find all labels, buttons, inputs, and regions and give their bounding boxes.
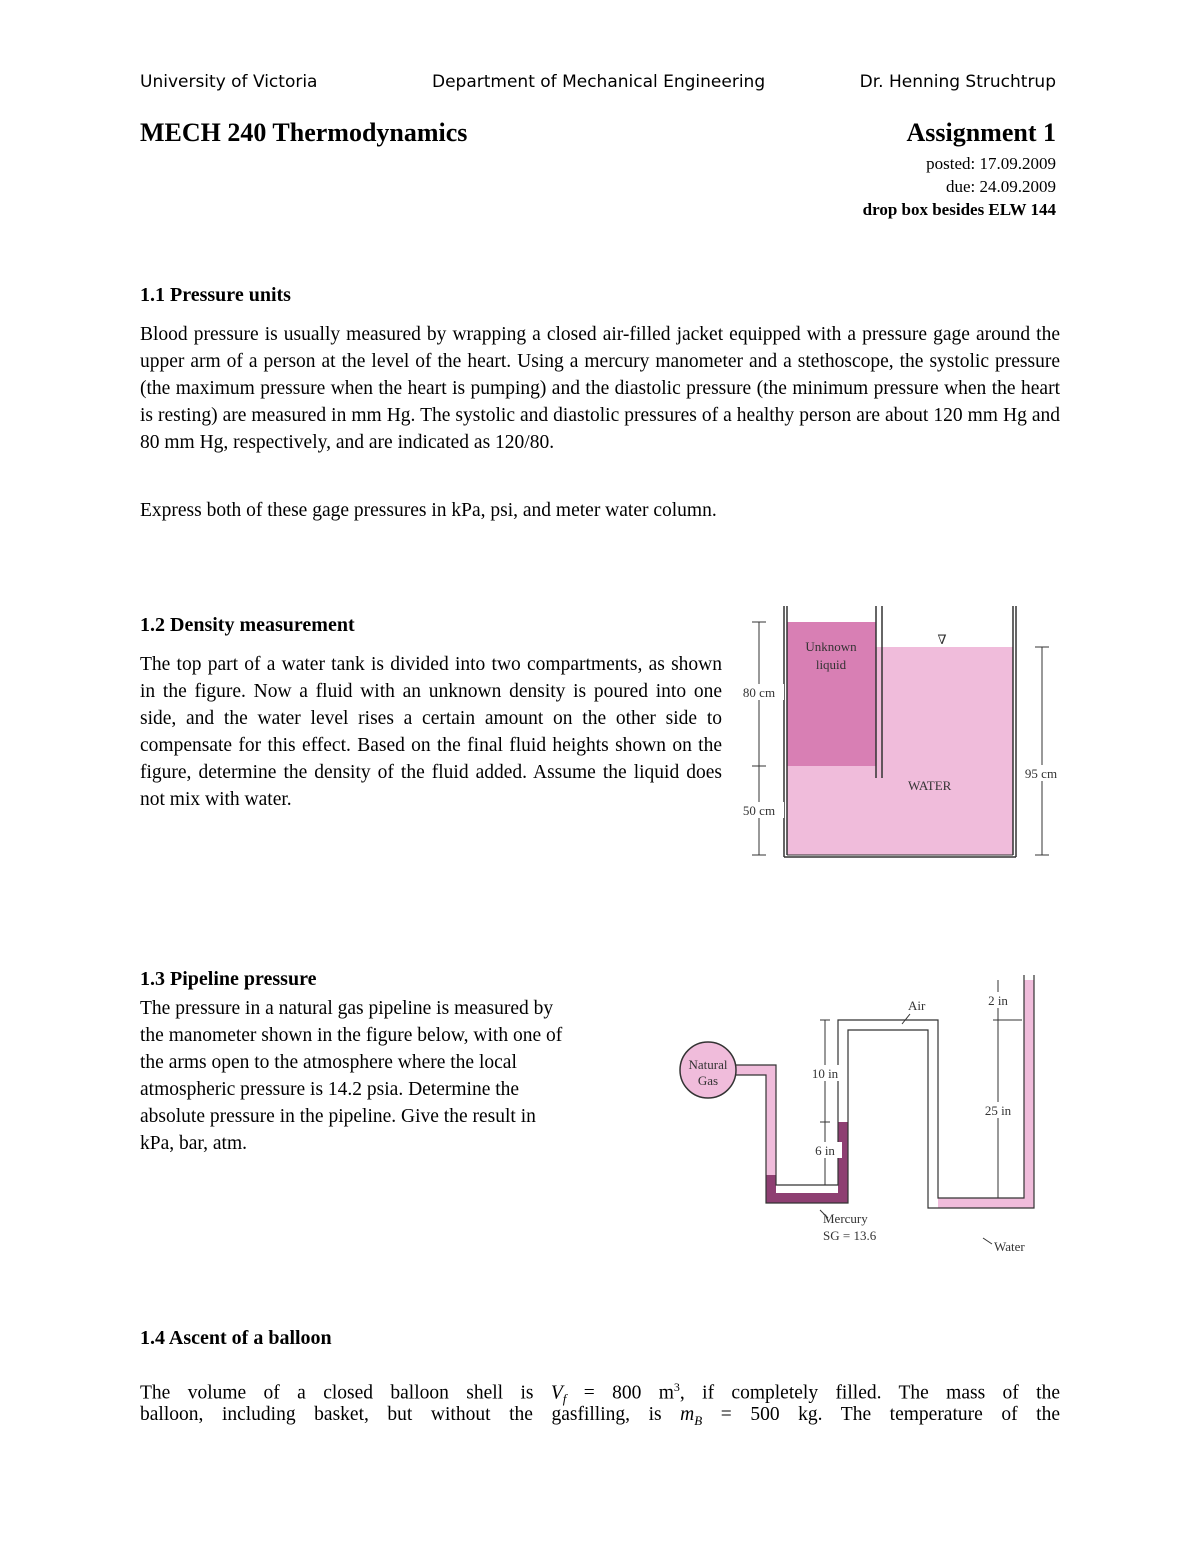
mass-subscript: B xyxy=(694,1412,703,1428)
tube-outer-wall xyxy=(736,975,1034,1208)
air-label: Air xyxy=(908,998,926,1013)
section-1-4-text: balloon, including basket, but without the gasfilling, is xyxy=(140,1404,681,1425)
dim-2in-label: 2 in xyxy=(988,993,1008,1008)
section-1-1-task: Express both of these gage pressures in kPa, psi, and meter water column. xyxy=(140,500,717,521)
water-label: Water xyxy=(994,1239,1025,1254)
dim-10in-label: 10 in xyxy=(811,1066,839,1081)
section-1-3-line: absolute pressure in the pipeline. Give the result in xyxy=(140,1106,536,1127)
assignment-title: Assignment 1 xyxy=(906,118,1056,147)
due-date: due: 24.09.2009 xyxy=(945,177,1056,196)
section-1-3-heading: 1.3 Pipeline pressure xyxy=(140,968,317,990)
dim-6in-label: 6 in xyxy=(815,1143,835,1158)
volume-symbol: V xyxy=(550,1382,563,1404)
water-right-arm-fill xyxy=(1024,980,1034,1208)
unknown-liquid-label-line2: liquid xyxy=(815,657,847,672)
mercury-right-fill xyxy=(838,1122,848,1203)
section-1-4-text: The volume of a closed balloon shell is xyxy=(140,1382,551,1404)
mass-symbol: m xyxy=(680,1404,695,1425)
header-department: Department of Mechanical Engineering xyxy=(432,72,766,92)
dim-80-label: 80 cm xyxy=(742,685,776,700)
header-university: University of Victoria xyxy=(140,72,318,92)
dropbox-location: drop box besides ELW 144 xyxy=(862,200,1056,219)
section-1-1-heading: 1.1 Pressure units xyxy=(140,284,291,306)
water-bottom-fill xyxy=(938,1198,1034,1208)
dim-50-label: 50 cm xyxy=(742,803,776,818)
section-1-2-heading: 1.2 Density measurement xyxy=(140,614,355,636)
section-1-4-heading: 1.4 Ascent of a balloon xyxy=(140,1327,332,1349)
section-1-3-line: atmospheric pressure is 14.2 psia. Determine the xyxy=(140,1079,520,1100)
water-label: WATER xyxy=(908,778,952,793)
section-1-3-line: The pressure in a natural gas pipeline is measured by xyxy=(140,998,554,1019)
left-arm-fill xyxy=(766,1065,776,1175)
manometer-figure xyxy=(670,970,1050,1260)
course-title: MECH 240 Thermodynamics xyxy=(140,118,468,147)
mercury-label-line2: SG = 13.6 xyxy=(823,1228,877,1243)
section-1-3-line: the manometer shown in the figure below, with one of xyxy=(140,1025,563,1046)
section-1-3-line: kPa, bar, atm. xyxy=(140,1133,247,1154)
divider-gap xyxy=(876,622,882,647)
section-1-4-text: = 500 kg. The temperature of the xyxy=(702,1404,1060,1425)
section-1-3-line: the arms open to the atmosphere where the local xyxy=(140,1052,517,1073)
tube-inner-wall xyxy=(736,975,1024,1198)
posted-date: posted: 17.09.2009 xyxy=(926,154,1056,173)
mercury-bottom-fill xyxy=(766,1193,848,1203)
density-tank-figure xyxy=(730,600,1070,870)
header-instructor: Dr. Henning Struchtrup xyxy=(859,72,1056,92)
section-1-1-body: Blood pressure is usually measured by wrapping a closed air-filled jacket equipped with a pressure gage around the upper arm of a person at the level of the heart. Using a mercury manometer and a stethoscope, the systolic pressure (the maximum pressure when the heart is pumping) and the diastolic pressure (the minimum pressure when the heart is resting) are measured in mm Hg. The systolic and diastolic pressures of a healthy person are about 120 mm Hg and 80 mm Hg, respectively, and are indicated as 120/80. xyxy=(140,324,1060,453)
water-leader xyxy=(983,1238,992,1244)
natural-gas-label-line2: Gas xyxy=(697,1073,719,1088)
section-1-4-text: = 800 m xyxy=(566,1382,674,1404)
section-1-4-text: , if completely filled. The mass of the xyxy=(679,1382,1060,1404)
section-1-4-line2 xyxy=(140,1401,1060,1434)
air-leader xyxy=(902,1014,910,1024)
dim-25in-label: 25 in xyxy=(984,1103,1012,1118)
manometer-fills xyxy=(736,980,1034,1208)
volume-subscript: f xyxy=(562,1391,567,1407)
free-surface-symbol: ∇ xyxy=(937,632,947,647)
section-1-3-body xyxy=(140,995,660,1157)
section-1-2-body: The top part of a water tank is divided into two compartments, as shown in the figure. Now a fluid with an unknown density is poured into one side, and the water level rises a certain amount on the other side to compensate for this effect. Based on the final fluid heights shown on the figure, determine the density of the fluid added. Assume the liquid does not mix with water. xyxy=(140,654,722,810)
natural-gas-label-line1: Natural xyxy=(688,1057,728,1072)
tube-outline xyxy=(736,975,1034,1208)
unknown-liquid-label-line1: Unknown xyxy=(805,639,857,654)
dim-95-label: 95 cm xyxy=(1024,766,1058,781)
mercury-label-line1: Mercury xyxy=(823,1211,868,1226)
volume-exponent: 3 xyxy=(673,1380,680,1394)
